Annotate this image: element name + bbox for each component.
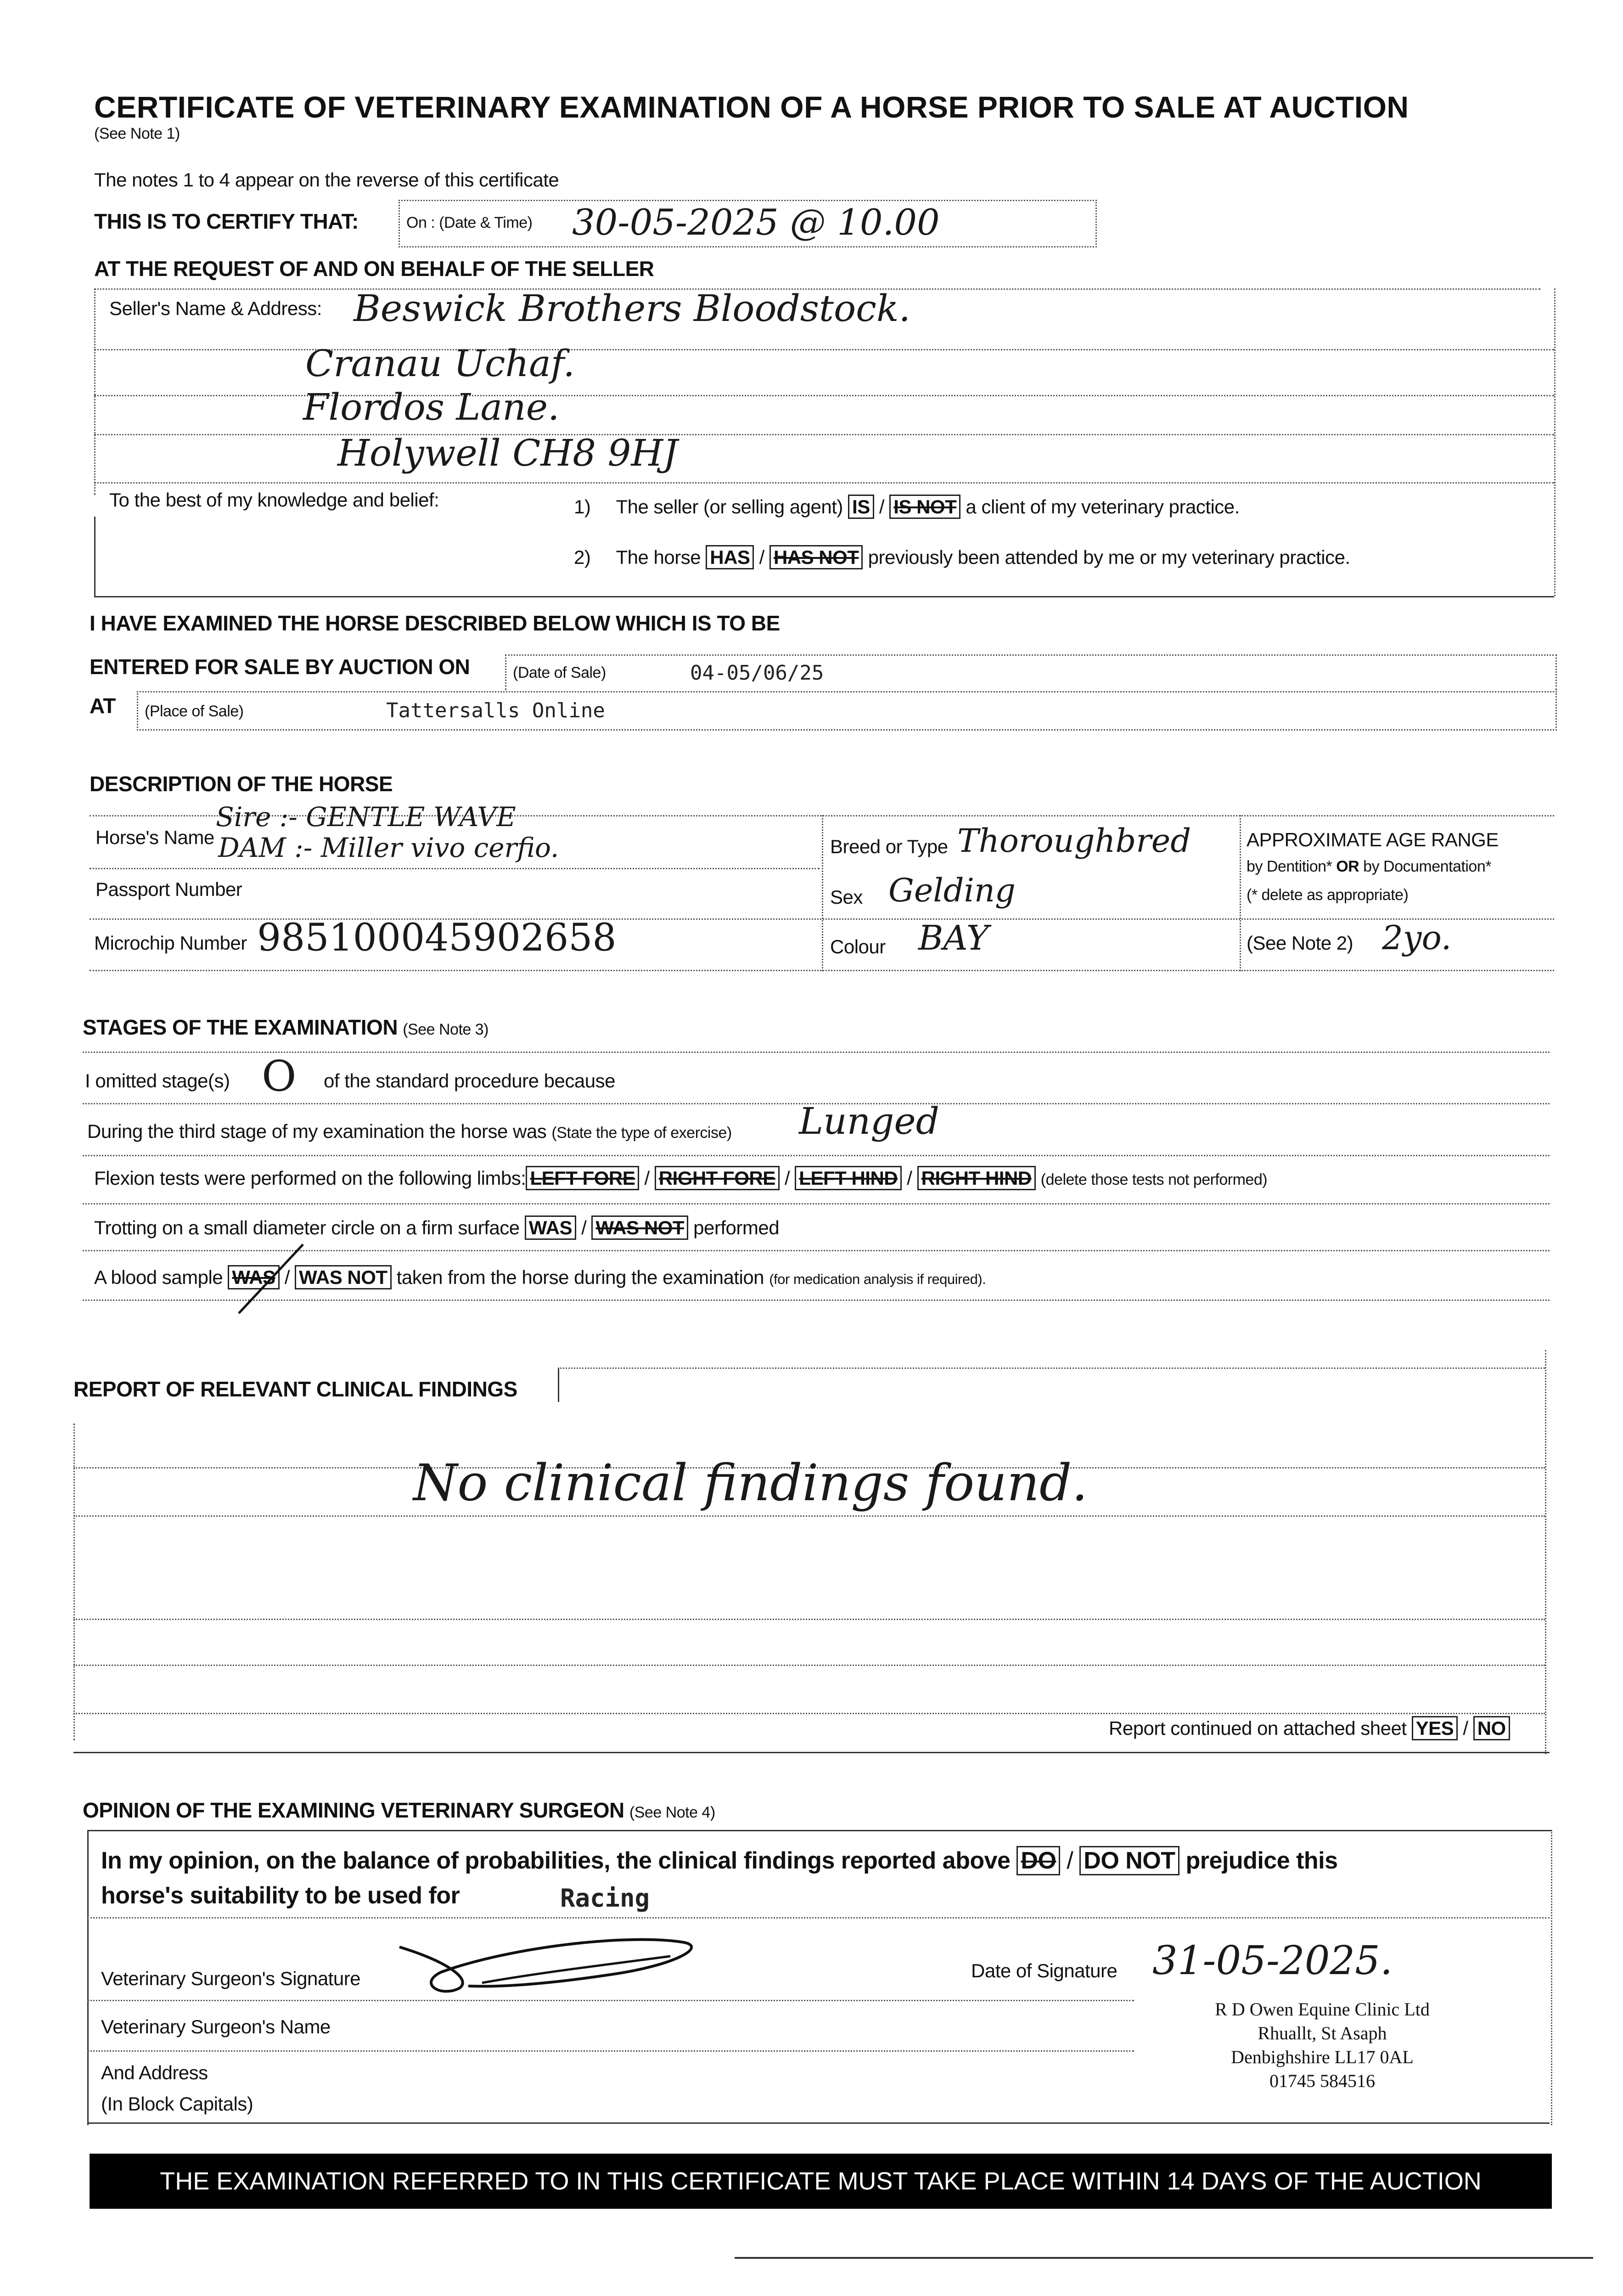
entered-label: ENTERED FOR SALE BY AUCTION ON <box>90 655 470 679</box>
or-text: OR <box>1336 858 1359 875</box>
flex-right-fore[interactable]: RIGHT FORE <box>655 1166 780 1190</box>
documentation-option[interactable]: by Documentation* <box>1359 858 1491 875</box>
flex-left-hind[interactable]: LEFT HIND <box>795 1166 902 1190</box>
place-of-sale-label: (Place of Sale) <box>145 703 244 720</box>
option-separator: / <box>1463 1717 1468 1739</box>
horse-attended-line <box>574 546 1350 568</box>
trotting-text: Trotting on a small diameter circle on a firm surface <box>94 1217 520 1238</box>
date-time-label: On : (Date & Time) <box>406 214 533 231</box>
findings-title: REPORT OF RELEVANT CLINICAL FINDINGS <box>73 1377 517 1401</box>
request-label: AT THE REQUEST OF AND ON BEHALF OF THE SELLER <box>94 257 654 281</box>
has-not-option[interactable]: HAS NOT <box>769 545 863 569</box>
has-option[interactable]: HAS <box>706 545 754 569</box>
colour-label: Colour <box>830 936 886 957</box>
sex-label: Sex <box>830 886 863 908</box>
date-time-field[interactable] <box>399 200 1097 248</box>
stamp-line: Rhuallt, St Asaph <box>1258 2023 1387 2043</box>
stages-title: STAGES OF THE EXAMINATION <box>83 1015 398 1039</box>
do-option[interactable]: DO <box>1016 1846 1060 1875</box>
place-of-sale-value: Tattersalls Online <box>386 699 605 722</box>
findings-text: No clinical findings found. <box>413 1453 1088 1512</box>
opinion-line-1 <box>101 1847 1338 1874</box>
strike-mark <box>225 1235 312 1318</box>
item-text: previously been attended by me or my veterinary practice. <box>868 546 1350 568</box>
date-time-value: 30-05-2025 @ 10.00 <box>572 202 940 243</box>
seller-label: Seller's Name & Address: <box>109 298 322 319</box>
stages-title-line <box>83 1015 489 1040</box>
continued-yes[interactable]: YES <box>1412 1716 1458 1740</box>
dam-value: DAM :- Miller vivo cerfio. <box>218 832 559 863</box>
omitted-pre: I omitted stage(s) <box>85 1070 230 1092</box>
place-of-sale-field[interactable] <box>137 691 1557 731</box>
opinion-text: prejudice this <box>1185 1847 1338 1874</box>
notes-line: The notes 1 to 4 appear on the reverse of this certificate <box>94 169 559 191</box>
omitted-value: O <box>262 1052 297 1101</box>
flexion-text: Flexion tests were performed on the following limbs: <box>94 1167 526 1189</box>
at-label: AT <box>90 694 116 718</box>
dentition-option[interactable]: by Dentition* <box>1247 858 1337 875</box>
horse-name-label: Horse's Name <box>95 827 214 848</box>
blood-was-not-option[interactable]: WAS NOT <box>295 1265 392 1289</box>
description-title: DESCRIPTION OF THE HORSE <box>90 772 393 796</box>
trot-was-option[interactable]: WAS <box>525 1216 576 1240</box>
colour-value: BAY <box>918 918 989 958</box>
option-separator: / <box>879 496 885 518</box>
third-stage-note: (State the type of exercise) <box>551 1124 732 1142</box>
item-text: The horse <box>616 546 701 568</box>
breed-label: Breed or Type <box>830 836 948 857</box>
age-see-note: (See Note 2) <box>1247 932 1353 954</box>
belief-label: To the best of my knowledge and belief: <box>109 489 439 511</box>
is-not-option[interactable]: IS NOT <box>889 495 960 519</box>
flex-right-hind[interactable]: RIGHT HIND <box>917 1166 1036 1190</box>
age-delete-note: (* delete as appropriate) <box>1247 886 1409 904</box>
trotting-line <box>94 1217 779 1239</box>
date-of-sale-field[interactable] <box>505 654 1557 690</box>
date-of-sale-value: 04-05/06/25 <box>690 661 824 685</box>
stamp-line: R D Owen Equine Clinic Ltd <box>1215 1999 1430 2020</box>
option-separator: / <box>759 546 764 568</box>
seller-address-line-3: Flordos Lane. <box>303 386 560 428</box>
third-stage-value: Lunged <box>799 1100 939 1142</box>
address-label: And Address <box>101 2062 208 2083</box>
use-value: Racing <box>560 1884 650 1913</box>
certificate-title: CERTIFICATE OF VETERINARY EXAMINATION OF A HORSE PRIOR TO SALE AT AUCTION <box>94 90 1409 124</box>
seller-address-line-1: Beswick Brothers Bloodstock. <box>354 287 910 330</box>
item-text: The seller (or selling agent) <box>616 496 843 518</box>
title-see-note: (See Note 1) <box>94 125 180 142</box>
opinion-text: In my opinion, on the balance of probabilities, the clinical findings reported above <box>101 1847 1011 1874</box>
flexion-note: (delete those tests not performed) <box>1040 1171 1268 1188</box>
date-of-signature-label: Date of Signature <box>971 1960 1118 1981</box>
blood-note: (for medication analysis if required). <box>769 1271 986 1287</box>
do-not-option[interactable]: DO NOT <box>1079 1846 1179 1875</box>
microchip-value: 985100045902658 <box>257 916 617 960</box>
block-capitals-label: (In Block Capitals) <box>101 2093 253 2115</box>
option-separator: / <box>581 1217 587 1238</box>
clinic-stamp <box>1116 1998 1529 2093</box>
age-range-title: APPROXIMATE AGE RANGE <box>1247 829 1499 850</box>
breed-value: Thoroughbred <box>957 822 1191 860</box>
opinion-title-line <box>83 1798 715 1823</box>
date-of-sale-label: (Date of Sale) <box>513 664 606 681</box>
flexion-line <box>94 1167 1267 1189</box>
age-range-method <box>1247 858 1491 876</box>
footer-banner: THE EXAMINATION REFERRED TO IN THIS CERTIFICATE MUST TAKE PLACE WITHIN 14 DAYS OF THE AUCTION <box>90 2154 1552 2209</box>
signature-label: Veterinary Surgeon's Signature <box>101 1968 361 1989</box>
option-separator: / <box>907 1167 912 1189</box>
microchip-label: Microchip Number <box>94 932 247 954</box>
seller-client-line <box>574 496 1240 518</box>
continued-label: Report continued on attached sheet <box>1109 1717 1407 1739</box>
option-separator: / <box>284 1266 290 1288</box>
sex-value: Gelding <box>888 872 1016 909</box>
passport-label: Passport Number <box>95 878 242 900</box>
blood-text: A blood sample <box>94 1266 223 1288</box>
examined-label: I HAVE EXAMINED THE HORSE DESCRIBED BELOW WHICH IS TO BE <box>90 611 780 635</box>
continued-no[interactable]: NO <box>1473 1716 1510 1740</box>
opinion-line-2: horse's suitability to be used for <box>101 1882 460 1909</box>
signature-scribble <box>390 1929 712 2002</box>
opinion-title: OPINION OF THE EXAMINING VETERINARY SURGEON <box>83 1798 624 1822</box>
sire-value: Sire :- GENTLE WAVE <box>216 801 516 833</box>
age-value: 2yo. <box>1382 918 1452 957</box>
certify-label: THIS IS TO CERTIFY THAT: <box>94 209 359 233</box>
stamp-line: 01745 584516 <box>1269 2071 1375 2091</box>
third-stage-text: During the third stage of my examination the horse was <box>87 1120 547 1142</box>
item-number: 2) <box>574 546 591 568</box>
trot-was-not-option[interactable]: WAS NOT <box>591 1216 688 1240</box>
continued-line <box>1109 1717 1510 1739</box>
omitted-post: of the standard procedure because <box>324 1070 615 1092</box>
seller-address-line-4: Holywell CH8 9HJ <box>337 432 678 474</box>
blood-post: taken from the horse during the examination <box>396 1266 764 1288</box>
blood-was-option[interactable]: WAS <box>228 1265 279 1289</box>
third-stage-line <box>87 1120 732 1142</box>
opinion-see-note: (See Note 4) <box>629 1804 715 1821</box>
is-option[interactable]: IS <box>848 495 874 519</box>
trotting-post: performed <box>693 1217 780 1238</box>
option-separator: / <box>1067 1847 1073 1874</box>
vet-name-label: Veterinary Surgeon's Name <box>101 2016 331 2037</box>
option-separator: / <box>644 1167 650 1189</box>
date-of-signature-value: 31-05-2025. <box>1152 1938 1393 1984</box>
option-separator: / <box>784 1167 790 1189</box>
stages-see-note: (See Note 3) <box>403 1021 489 1038</box>
stamp-line: Denbighshire LL17 0AL <box>1231 2047 1414 2067</box>
item-number: 1) <box>574 496 591 518</box>
flex-left-fore[interactable]: LEFT FORE <box>526 1166 639 1190</box>
item-text: a client of my veterinary practice. <box>966 496 1240 518</box>
seller-address-line-2: Cranau Uchaf. <box>305 342 575 385</box>
